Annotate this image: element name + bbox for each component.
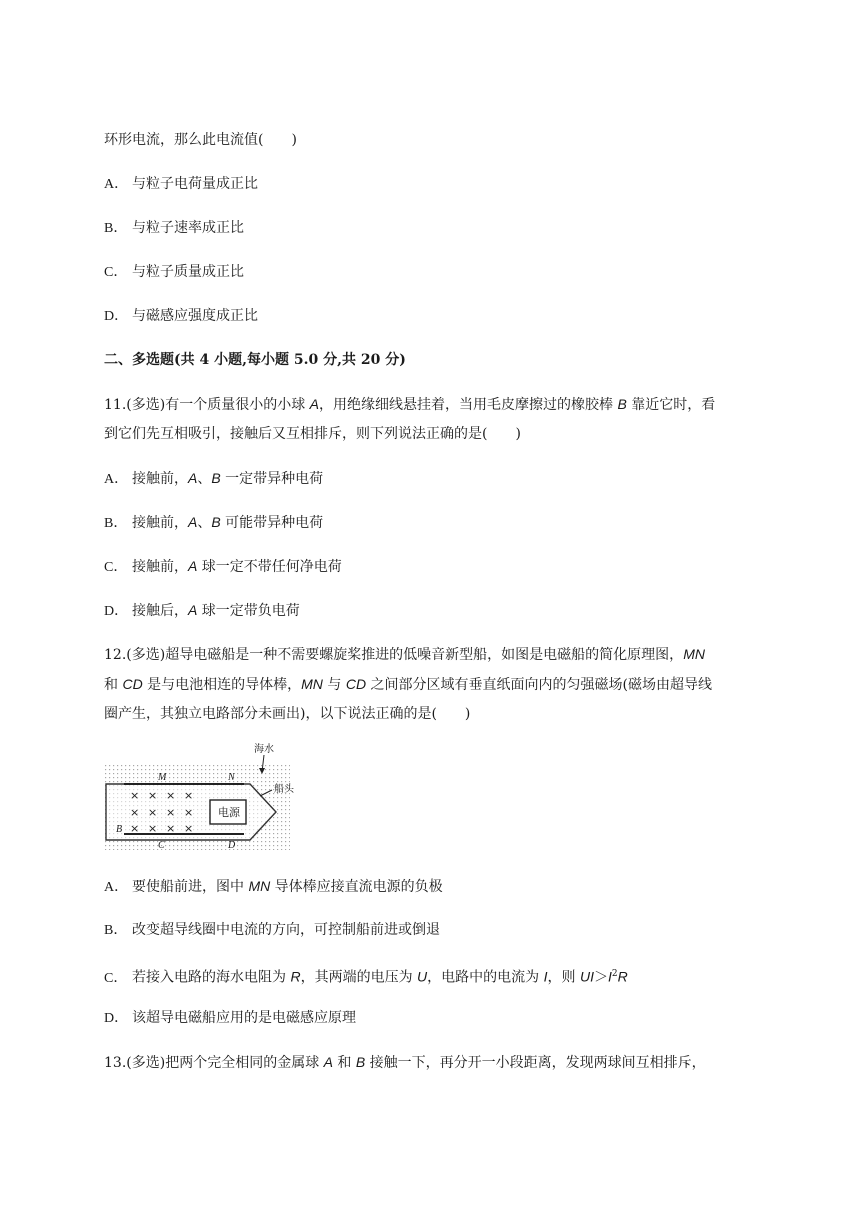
q12-option-d (104, 1008, 356, 1029)
variable: MN (248, 878, 271, 894)
option-letter: D． (104, 1011, 129, 1026)
text: 和 (332, 1055, 356, 1071)
text: 若接入电路的海水电阻为 (132, 969, 291, 986)
option-letter: C． (104, 265, 128, 280)
field-cross: × (166, 789, 176, 802)
variable: A (188, 514, 198, 530)
q11-option-d (104, 600, 300, 622)
text: 接触前， (132, 515, 188, 531)
q13-stem-line1 (104, 1052, 706, 1073)
field-cross: × (148, 822, 158, 835)
ship-diagram (104, 740, 294, 852)
label-d: D (228, 840, 236, 851)
option-text: 与磁感应强度成正比 (132, 308, 258, 324)
variable: A (188, 470, 198, 486)
q10-option-d (104, 306, 258, 327)
text: 是与电池相连的导体棒， (142, 677, 302, 693)
field-cross: × (184, 789, 194, 802)
option-letter: A． (104, 472, 129, 487)
option-letter: B． (104, 221, 128, 236)
section-heading: 二、多选题(共 4 小题,每小题 5.0 分,共 20 分) (104, 352, 406, 368)
q12-stem-line3: 圈产生，其独立电路部分未画出)，以下说法正确的是( ) (104, 706, 471, 722)
q12-stem-line1 (104, 644, 705, 665)
text: 接触一下，再分开一小段距离，发现两球间互相排斥， (365, 1055, 706, 1071)
option-letter: A． (104, 177, 129, 192)
field-cross: × (184, 806, 194, 819)
variable: B (211, 470, 221, 486)
power-label: 电源 (218, 806, 240, 819)
variable: B (355, 1054, 366, 1070)
option-text: 与粒子电荷量成正比 (132, 176, 258, 192)
variable: R (290, 968, 301, 985)
text: 和 (104, 677, 123, 693)
field-cross: × (166, 806, 176, 819)
variable: I (543, 968, 548, 985)
text: 接触后， (132, 603, 188, 619)
label-m: M (158, 772, 167, 783)
variable: MN (301, 676, 323, 692)
text: 球一定不带任何净电荷 (197, 559, 342, 575)
variable: A (188, 602, 198, 618)
text: 导体棒应接直流电源的负极 (270, 879, 443, 895)
variable: UI (579, 968, 594, 985)
q12-stem-line2 (104, 674, 712, 695)
field-cross: × (130, 789, 140, 802)
text: ，电路中的电流为 (427, 969, 544, 986)
text: 与 (322, 677, 346, 693)
variable: A (309, 396, 319, 412)
text: 、 (197, 471, 212, 487)
field-cross: × (130, 806, 140, 819)
text: ，则 (547, 969, 580, 986)
variable: CD (345, 676, 367, 692)
field-cross: × (166, 822, 176, 835)
text: 之间部分区域有垂直纸面向内的匀强磁场(磁场由超导线 (366, 677, 712, 693)
superscript: 2 (611, 969, 618, 979)
text: 该超导电磁船应用的是电磁感应原理 (132, 1010, 356, 1026)
q10-option-a (104, 174, 258, 195)
option-letter: D． (104, 604, 129, 619)
field-cross: × (130, 822, 140, 835)
option-letter: D． (104, 309, 129, 324)
text: 接触前， (132, 559, 188, 575)
variable: R (617, 968, 628, 985)
text: 一定带异种电荷 (220, 471, 324, 487)
text: ，其两端的电压为 (300, 969, 418, 986)
bow-label: 船头 (274, 784, 294, 795)
text: ＞ (593, 969, 608, 986)
q11-option-b (104, 512, 323, 534)
text: 球一定带负电荷 (197, 603, 300, 619)
text: 可能带异种电荷 (220, 515, 324, 531)
variable: U (417, 968, 428, 985)
variable: A (323, 1054, 333, 1070)
q10-option-b (104, 218, 244, 239)
variable: A (188, 558, 198, 574)
q10-stem-tail: 环形电流，那么此电流值( ) (104, 132, 297, 148)
field-cross: × (148, 789, 158, 802)
option-letter: B． (104, 516, 128, 531)
q11-option-a (104, 468, 323, 490)
option-text: 与粒子质量成正比 (132, 264, 244, 280)
label-b: B (116, 824, 123, 835)
q12-option-b (104, 920, 440, 941)
q11-stem-line1 (104, 394, 715, 415)
text: 11.(多选)有一个质量很小的小球 (104, 397, 310, 413)
text: 靠近它时，看 (626, 397, 716, 413)
q11-stem-line2: 到它们先互相吸引，接触后又互相排斥，则下列说法正确的是( ) (104, 426, 521, 442)
q12-option-a (104, 876, 443, 898)
seawater-label: 海水 (254, 744, 274, 755)
text: 13.(多选)把两个完全相同的金属球 (104, 1055, 324, 1071)
text: ，用绝缘细线悬挂着，当用毛皮摩擦过的橡胶棒 (318, 397, 618, 413)
variable: B (617, 396, 627, 412)
label-n: N (228, 772, 235, 783)
option-letter: C． (104, 560, 128, 575)
field-cross: × (184, 822, 194, 835)
variable: I (607, 968, 612, 985)
q11-option-c (104, 556, 342, 578)
text: 接触前， (132, 471, 188, 487)
field-cross: × (148, 806, 158, 819)
text: 改变超导线圈中电流的方向，可控制船前进或倒退 (132, 922, 440, 938)
option-letter: B． (104, 923, 128, 938)
q12-option-c (104, 964, 628, 989)
variable: CD (122, 676, 143, 692)
option-letter: A． (104, 880, 129, 895)
text: 要使船前进，图中 (132, 879, 249, 895)
option-letter: C． (104, 970, 128, 986)
q10-option-c (104, 262, 244, 283)
variable: B (211, 514, 221, 530)
text: 12.(多选)超导电磁船是一种不需要螺旋桨推进的低噪音新型船，如图是电磁船的简化原理图， (104, 647, 684, 663)
variable: MN (683, 646, 705, 662)
option-text: 与粒子速率成正比 (132, 220, 244, 236)
text: 、 (197, 515, 212, 531)
label-c: C (158, 840, 165, 851)
